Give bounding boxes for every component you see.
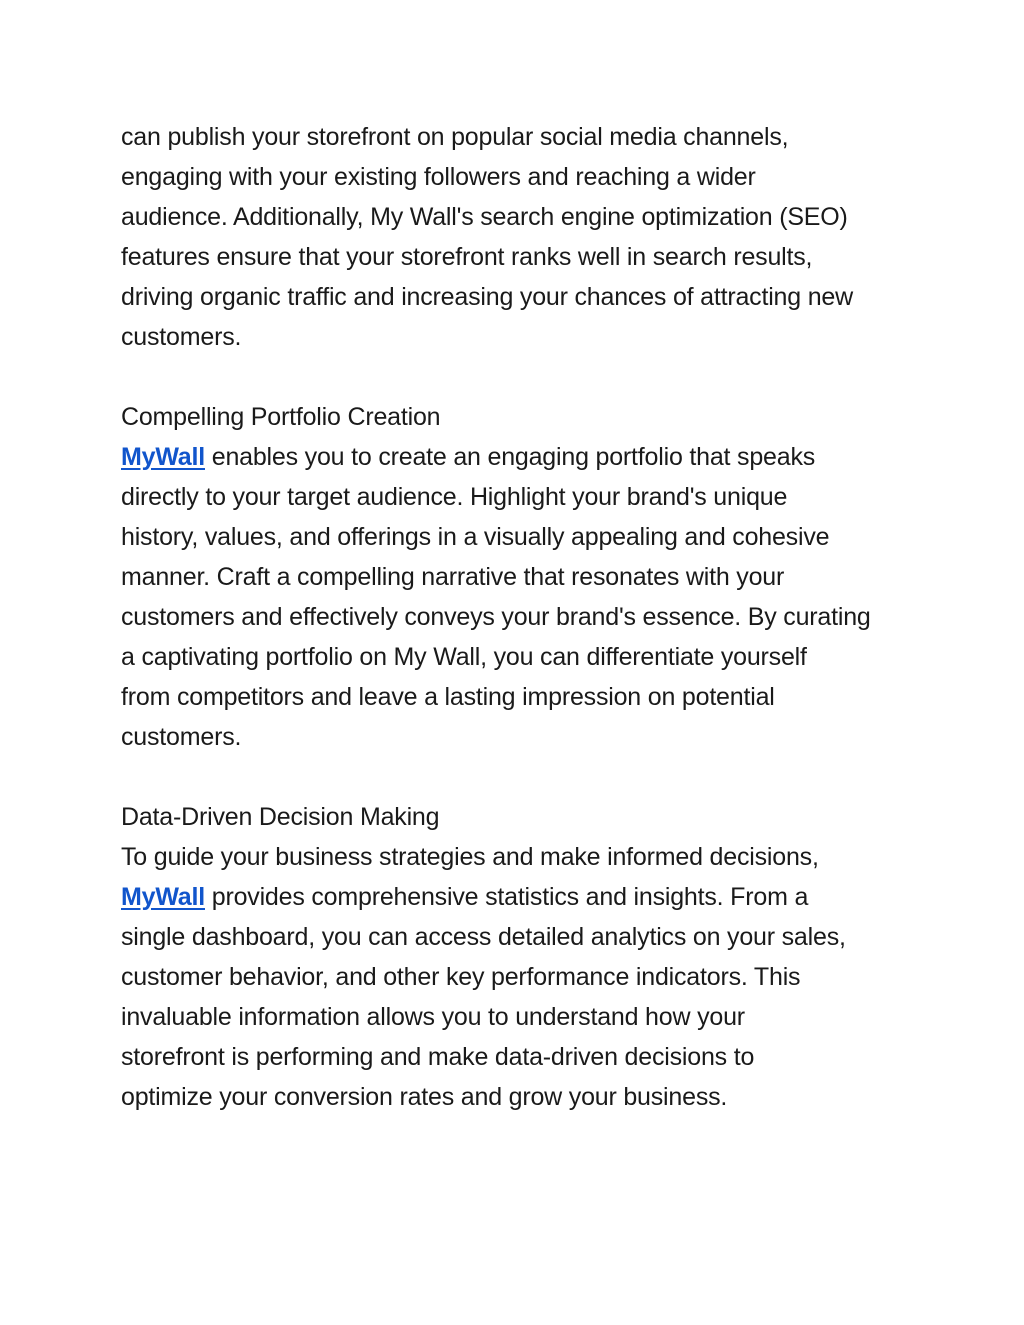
- document-page: [121, 117, 921, 1117]
- paragraph-line: a captivating portfolio on My Wall, you can differentiate yourself: [121, 643, 807, 671]
- paragraph-line: audience. Additionally, My Wall's search engine optimization (SEO): [121, 203, 848, 231]
- paragraph-line: customer behavior, and other key performance indicators. This: [121, 963, 801, 991]
- section-heading-data-driven: Data-Driven Decision Making: [121, 803, 440, 831]
- paragraph-line: customers and effectively conveys your brand's essence. By curating: [121, 603, 871, 631]
- paragraph-line: features ensure that your storefront ranks well in search results,: [121, 243, 813, 271]
- paragraph-line: To guide your business strategies and make informed decisions,: [121, 843, 819, 871]
- paragraph-line: history, values, and offerings in a visually appealing and cohesive: [121, 523, 830, 551]
- paragraph-line: invaluable information allows you to understand how your: [121, 1003, 745, 1031]
- paragraph-line: [121, 877, 921, 917]
- mywall-link[interactable]: MyWall: [121, 883, 205, 911]
- paragraph-text: provides comprehensive statistics and insights. From a: [205, 883, 809, 911]
- paragraph-spacer: [121, 757, 921, 797]
- paragraph-spacer: [121, 357, 921, 397]
- paragraph-line: engaging with your existing followers and reaching a wider: [121, 163, 756, 191]
- paragraph-line: can publish your storefront on popular social media channels,: [121, 123, 789, 151]
- paragraph-line: driving organic traffic and increasing your chances of attracting new: [121, 283, 853, 311]
- mywall-link[interactable]: MyWall: [121, 443, 205, 471]
- paragraph-line: customers.: [121, 323, 242, 351]
- paragraph-line: optimize your conversion rates and grow your business.: [121, 1083, 728, 1111]
- paragraph-line: [121, 437, 921, 477]
- paragraph-text: enables you to create an engaging portfolio that speaks: [205, 443, 816, 471]
- section-heading-portfolio: Compelling Portfolio Creation: [121, 403, 441, 431]
- paragraph-line: customers.: [121, 723, 242, 751]
- paragraph-line: from competitors and leave a lasting impression on potential: [121, 683, 775, 711]
- paragraph-line: directly to your target audience. Highlight your brand's unique: [121, 483, 788, 511]
- paragraph-line: storefront is performing and make data-driven decisions to: [121, 1043, 755, 1071]
- paragraph-line: single dashboard, you can access detailed analytics on your sales,: [121, 923, 846, 951]
- paragraph-line: manner. Craft a compelling narrative that resonates with your: [121, 563, 785, 591]
